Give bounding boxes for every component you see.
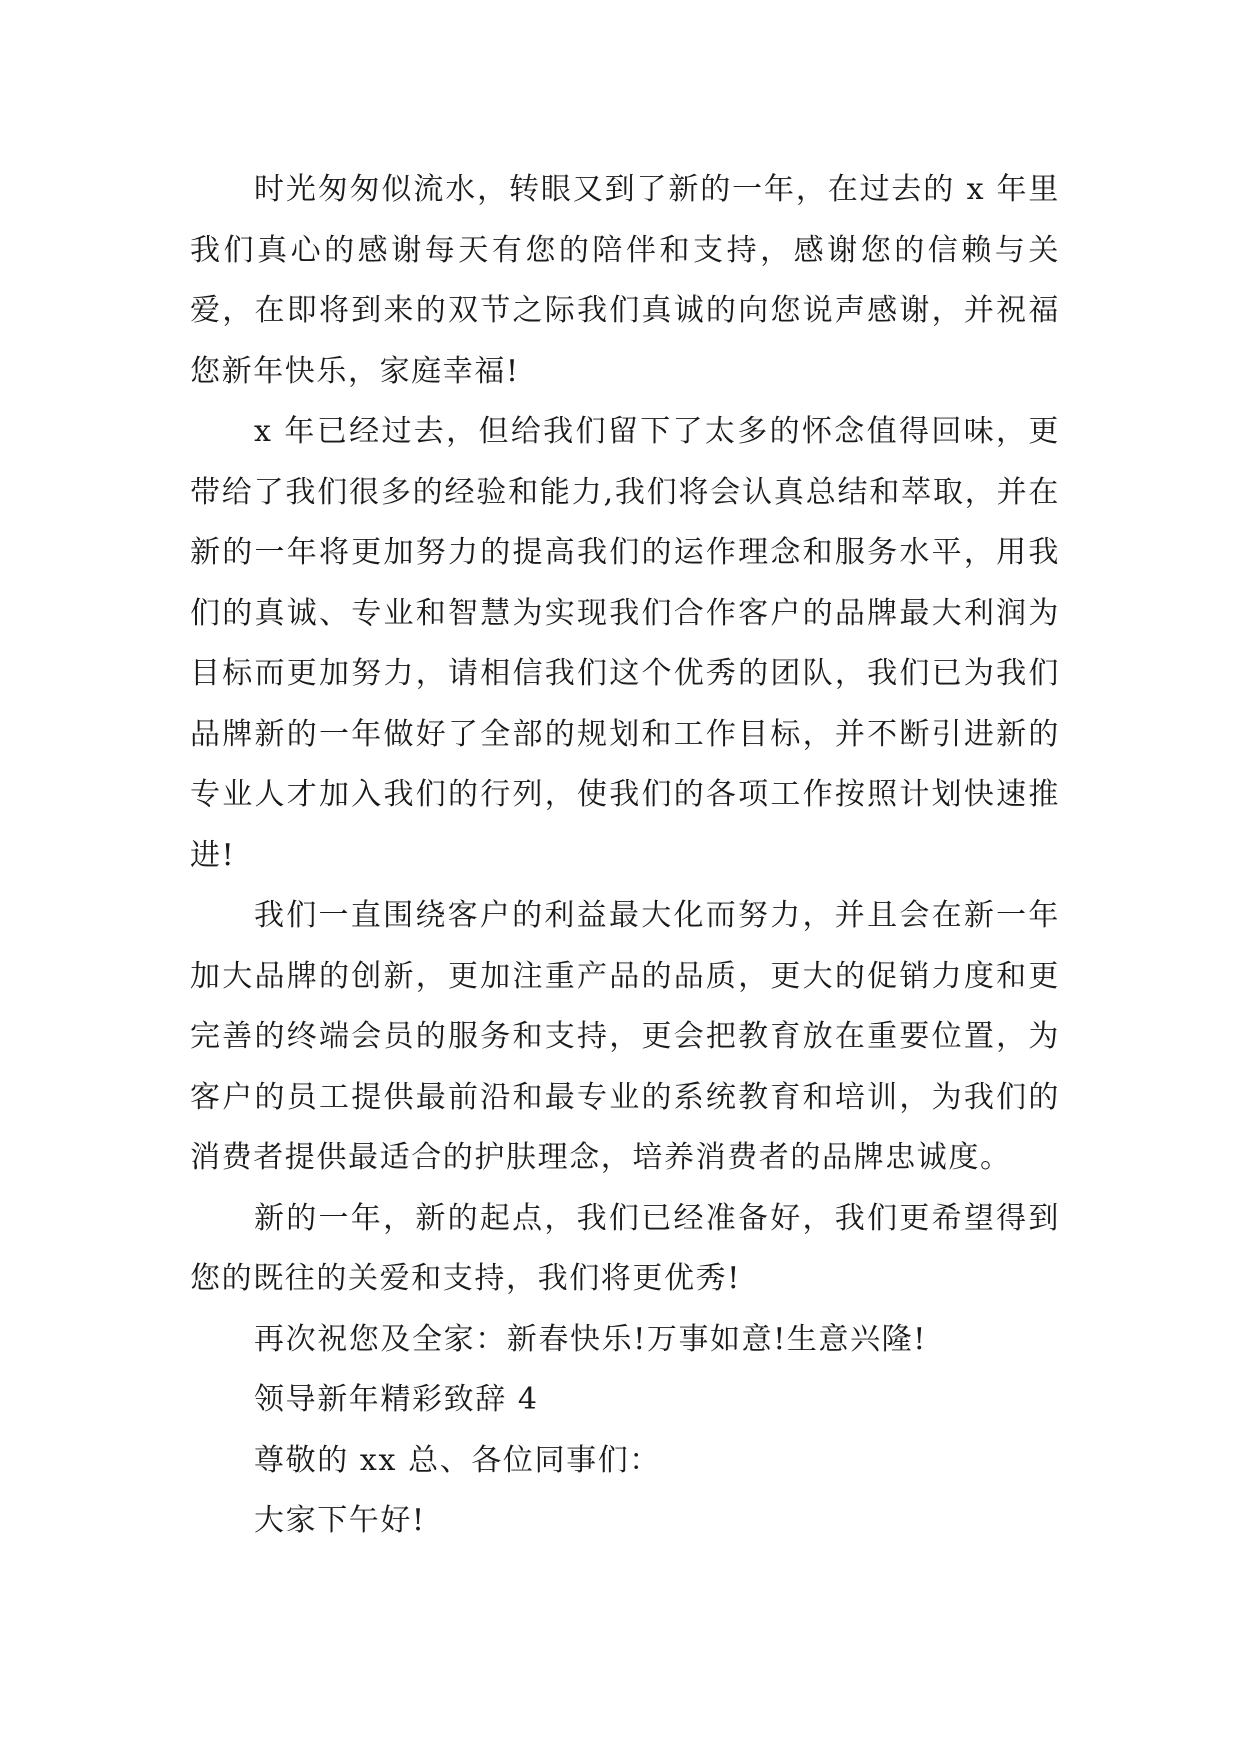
paragraph-4: 新的一年，新的起点，我们已经准备好，我们更希望得到您的既往的关爱和支持，我们将更优秀! (190, 1200, 1060, 1296)
paragraph-3: 我们一直围绕客户的利益最大化而努力，并且会在新一年加大品牌的创新，更加注重产品的品质，更大的促销力度和更完善的终端会员的服务和支持，更会把教育放在重要位置，为客户的员工提供最前沿和最专业的系统教育和培训，为我们的消费者提供最适合的护肤理念，培养消费者的品牌忠诚度。 (190, 898, 1060, 1175)
paragraph-1: 时光匆匆似流水，转眼又到了新的一年，在过去的 x 年里我们真心的感谢每天有您的陪伴和支持，感谢您的信赖与关爱，在即将到来的双节之际我们真诚的向您说声感谢，并祝福您新年快乐，家庭幸福! (190, 172, 1060, 389)
paragraph-2: x 年已经过去，但给我们留下了太多的怀念值得回味，更带给了我们很多的经验和能力,我们将会认真总结和萃取，并在新的一年将更加努力的提高我们的运作理念和服务水平，用我们的真诚、专业和智慧为实现我们合作客户的品牌最大利润为目标而更加努力，请相信我们这个优秀的团队，我们已为我们品牌新的一年做好了全部的规划和工作目标，并不断引进新的专业人才加入我们的行列，使我们的各项工作按照计划快速推进! (190, 414, 1060, 873)
document-body (190, 160, 1060, 1552)
salutation: 尊敬的 xx 总、各位同事们： (254, 1442, 661, 1478)
greeting: 大家下午好! (254, 1503, 426, 1538)
closing-wishes: 再次祝您及全家：新春快乐!万事如意!生意兴隆! (254, 1321, 927, 1357)
section-title: 领导新年精彩致辞 4 (254, 1382, 539, 1417)
